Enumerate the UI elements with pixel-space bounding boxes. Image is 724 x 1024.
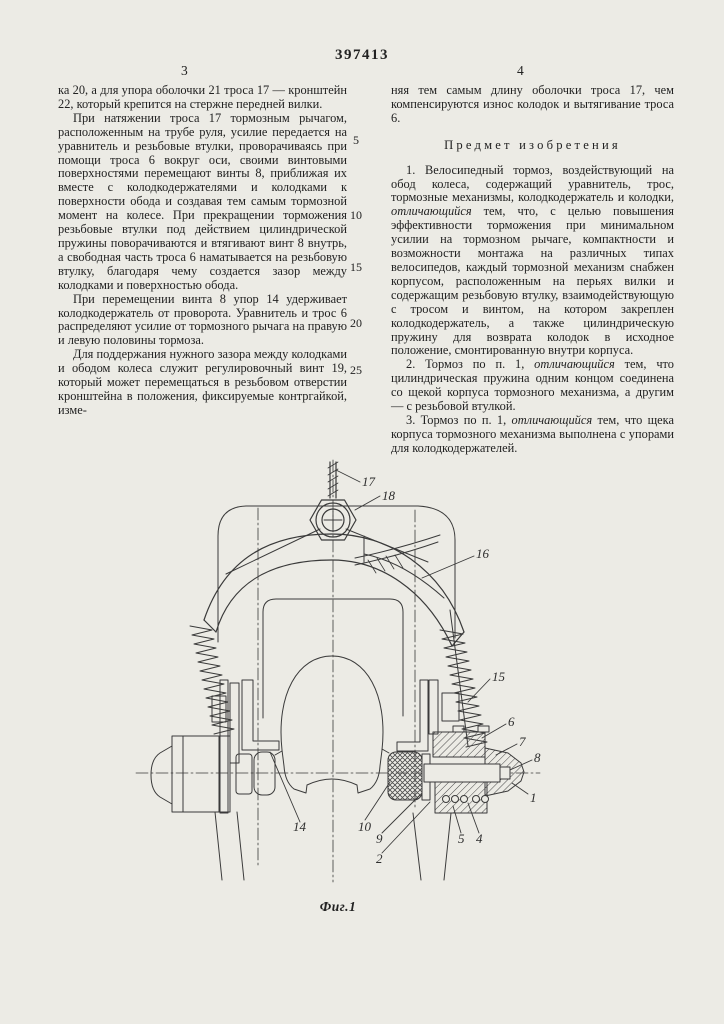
- part-label-5: 5: [458, 831, 465, 846]
- part-label-14: 14: [293, 819, 306, 834]
- part-label-4: 4: [476, 831, 483, 846]
- paragraph: 3. Тормоз по п. 1, отличающийся тем, что щека корпуса тормозного механизма выполнена с упорами для колодкодержателей.: [391, 412, 674, 455]
- fork-crown: [218, 506, 455, 718]
- part-label-1: 1: [530, 790, 537, 805]
- line-marker: 15: [350, 260, 362, 274]
- caliper-arch: [204, 534, 464, 646]
- paragraph: ка 20, а для упора оболочки 21 троса 17 — кронштейн 22, который крепится на стержне передней вилки.: [58, 83, 347, 111]
- part-label-2: 2: [376, 851, 383, 866]
- left-brake-assembly: [151, 680, 279, 880]
- centerlines: [136, 460, 540, 882]
- part-label-8: 8: [534, 750, 541, 765]
- column-number-left: 3: [181, 63, 188, 78]
- paragraph: 1. Велосипедный тормоз, воздействующий на обод колеса, содержащий уравнитель, трос, тормозные механизмы, колодкодержатель и колодки, отличающийся тем, что, с целью повышения эффективности торможения при минимальном усилии на тормозном рычаге, компактности и возможности монтажа на различных типах велосипедов, каждый тормозной механизм снабжен корпусом, расположенным на перьях вилки и содержащим резьбовую втулку, взаимодействующую с тросом и винтом, на котором закреплен колодкодержатель, а также цилиндрическую пружину для возврата колодок в исходное положение, смонтированную внутри корпуса.: [391, 162, 674, 358]
- line-marker: 25: [350, 363, 362, 377]
- column-number-right: 4: [517, 63, 524, 78]
- claims-text: [391, 164, 674, 456]
- paragraph: 2. Тормоз по п. 1, отличающийся тем, что цилиндрическая пружина одним концом соединена со щекой корпуса тормозного механизма, а другим — с резьбовой втулкой.: [391, 357, 674, 414]
- line-marker: 5: [353, 133, 359, 147]
- figure-part-labels: [293, 474, 541, 866]
- patent-number: 397413: [335, 47, 389, 63]
- figure-caption: Фиг.1: [319, 899, 357, 914]
- text-column-left: [58, 84, 347, 418]
- text-column-right: [391, 84, 674, 456]
- intro-text: [391, 84, 674, 126]
- line-marker: 10: [350, 208, 362, 222]
- part-label-16: 16: [476, 546, 489, 561]
- paragraph: Для поддержания нужного зазора между колодками и ободом колеса служит регулировочный винт 19, который может перемещаться в резьбовом отверстии кронштейна в положения, фиксируемые контргайкой, изме-: [58, 347, 347, 417]
- patent-drawing-fig1: [130, 450, 546, 922]
- line-marker: 20: [350, 316, 362, 330]
- claims-heading: Предмет изобретения: [444, 137, 621, 152]
- paragraph: няя тем самым длину оболочки троса 17, чем компенсируются износ колодок и вытягивание троса 6.: [391, 83, 674, 125]
- paragraph: При перемещении винта 8 упор 14 удерживает колодкодержатель от проворота. Уравнитель и трос 6 распределяют усилие от тормозного рычага на правую и левую половины тормоза.: [58, 291, 347, 348]
- tire-cross-section: [275, 656, 389, 793]
- part-label-6: 6: [508, 714, 515, 729]
- part-label-17: 17: [362, 474, 375, 489]
- right-brake-mechanism-section: [388, 680, 524, 880]
- part-label-7: 7: [519, 734, 526, 749]
- part-label-15: 15: [492, 669, 505, 684]
- part-label-18: 18: [382, 488, 395, 503]
- part-label-10: 10: [358, 819, 371, 834]
- paragraph: При натяжении троса 17 тормозным рычагом, расположенным на трубе руля, усилие передается на уравнитель и резьбовые втулки, проворачиваясь при помощи троса 6 вокруг оси, своими винтовыми поверхностями перемещают винты 8, приближая их вместе с колодкодержателями и колодками к поверхности обода и создавая тем самым тормозной момент на колесе. При прекращении торможения резьбовые втулки под действием цилиндрической пружины поворачиваются и втягивают винт 8 внутрь, а свободная часть троса 6 наматывается на резьбовую втулку, благодаря чему создается зазор между колодками и поверхностью обода.: [58, 110, 347, 292]
- part-label-9: 9: [376, 831, 383, 846]
